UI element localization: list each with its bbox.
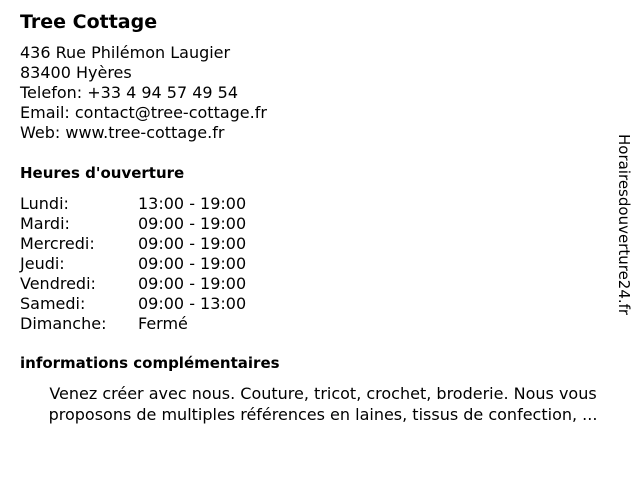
site-watermark — [613, 134, 635, 346]
day-label: Samedi: — [20, 294, 86, 313]
day-label: Dimanche: — [20, 314, 107, 333]
day-hours: 09:00 - 19:00 — [138, 254, 247, 273]
city-postcode: 83400 Hyères — [20, 63, 132, 82]
day-label: Vendredi: — [20, 274, 96, 293]
day-hours: 09:00 - 13:00 — [138, 294, 247, 313]
day-hours: 09:00 - 19:00 — [138, 234, 247, 253]
day-label: Jeudi: — [20, 254, 65, 273]
contact-block — [20, 43, 267, 143]
additional-info-heading: informations complémentaires — [20, 354, 280, 372]
day-label: Lundi: — [20, 194, 69, 213]
day-hours: Fermé — [138, 314, 188, 333]
day-hours: 09:00 - 19:00 — [138, 214, 247, 233]
website: Web: www.tree-cottage.fr — [20, 123, 225, 142]
email-address: Email: contact@tree-cottage.fr — [20, 103, 267, 122]
opening-hours-heading: Heures d'ouverture — [20, 164, 185, 182]
site-watermark-text: Horairesdouverture24.fr — [615, 134, 633, 316]
street-address: 436 Rue Philémon Laugier — [20, 43, 231, 62]
phone-number: Telefon: +33 4 94 57 49 54 — [20, 83, 239, 102]
additional-info-text: Venez créer avec nous. Couture, tricot, crochet, broderie. Nous vous proposons de multiples références en laines, tissus de confection, ... — [48, 384, 598, 424]
day-hours: 13:00 - 19:00 — [138, 194, 247, 213]
day-label: Mercredi: — [20, 234, 95, 253]
business-name: Tree Cottage — [20, 11, 158, 33]
day-hours: 09:00 - 19:00 — [138, 274, 247, 293]
day-label: Mardi: — [20, 214, 70, 233]
